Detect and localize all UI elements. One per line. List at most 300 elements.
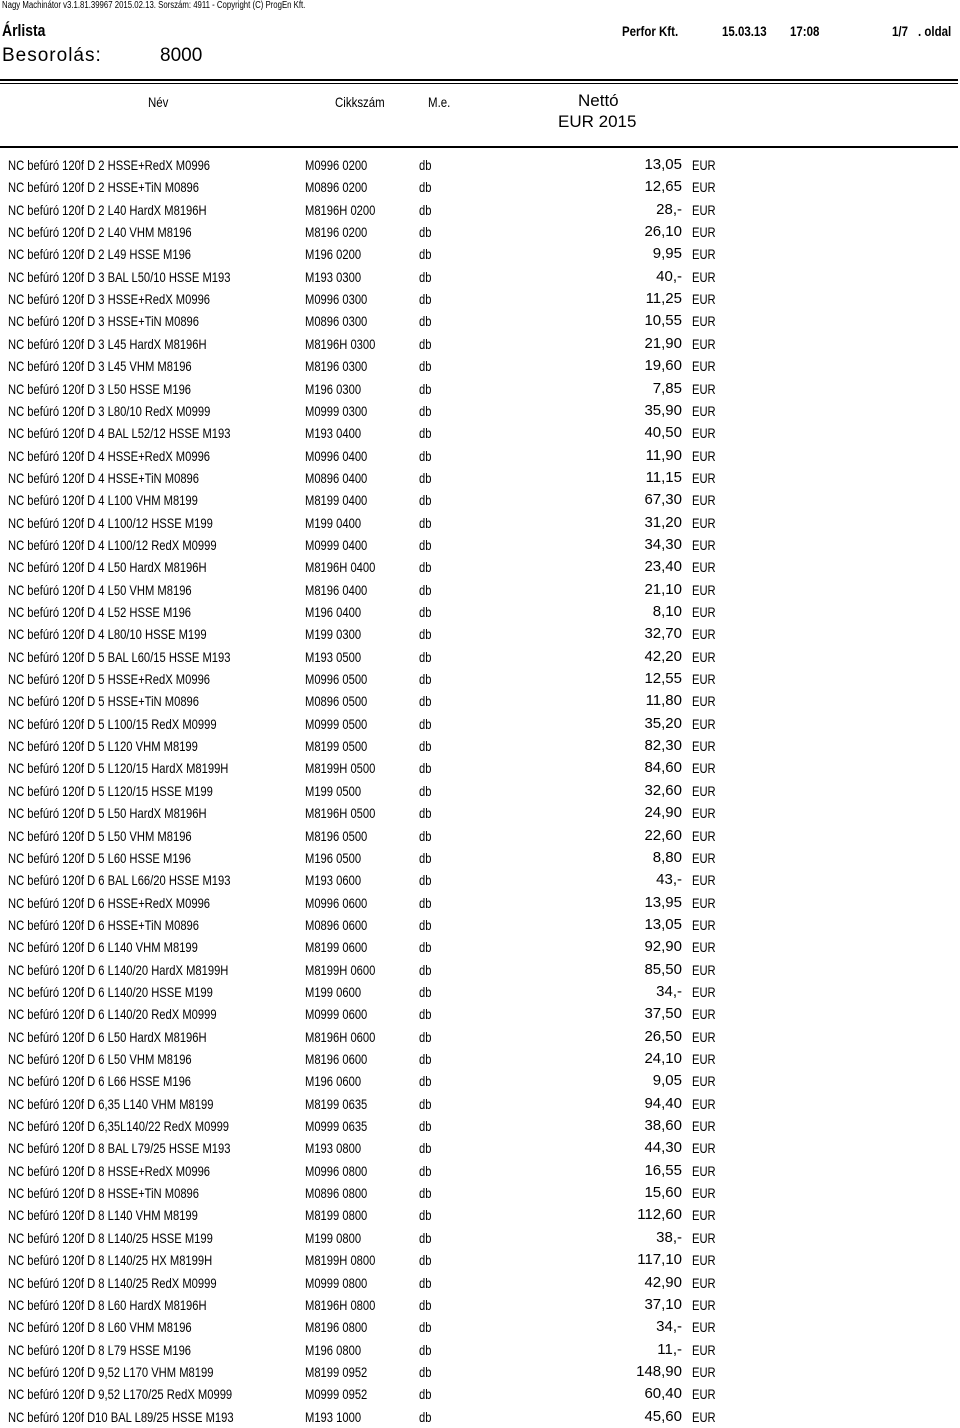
product-code: M8196 0800 — [305, 1319, 368, 1336]
table-row — [0, 713, 960, 735]
column-header-code: Cikkszám — [335, 94, 385, 110]
product-code: M199 0800 — [305, 1229, 362, 1246]
unit-of-measure: db — [419, 671, 432, 688]
product-code: M8199 0600 — [305, 939, 368, 956]
table-row — [0, 1137, 960, 1159]
currency: EUR — [692, 201, 716, 218]
classification-label: Besorolás: — [2, 45, 102, 66]
product-code: M8196H 0600 — [305, 1028, 376, 1045]
product-code: M193 0500 — [305, 648, 362, 665]
net-price: 26,10 — [644, 223, 682, 241]
net-price: 21,10 — [644, 580, 682, 598]
currency: EUR — [692, 358, 716, 375]
product-name: NC befúró 120f D 5 L120/15 HSSE M199 — [8, 782, 213, 799]
net-price: 8,10 — [652, 603, 682, 620]
table-row — [0, 1115, 960, 1137]
currency: EUR — [692, 268, 716, 285]
unit-of-measure: db — [419, 1363, 432, 1380]
product-name: NC befúró 120f D 5 L50 HardX M8196H — [8, 805, 207, 822]
unit-of-measure: db — [419, 894, 432, 911]
currency: EUR — [692, 1118, 716, 1135]
table-row — [0, 556, 960, 578]
currency: EUR — [692, 514, 716, 531]
column-header-unit: M.e. — [428, 94, 451, 110]
product-name: NC befúró 120f D 5 L50 VHM M8196 — [8, 827, 192, 844]
unit-of-measure: db — [419, 358, 432, 375]
product-name: NC befúró 120f D 8 L140 VHM M8199 — [8, 1207, 198, 1224]
product-code: M8199H 0600 — [305, 961, 376, 978]
product-code: M0896 0200 — [305, 179, 368, 196]
product-name: NC befúró 120f D 6 L66 HSSE M196 — [8, 1073, 192, 1090]
currency: EUR — [692, 224, 716, 241]
currency: EUR — [692, 402, 716, 419]
product-code: M8199 0800 — [305, 1207, 368, 1224]
net-price: 7,85 — [652, 379, 682, 397]
table-row — [0, 1272, 960, 1294]
table-row — [0, 959, 960, 981]
product-name: NC befúró 120f D 5 HSSE+RedX M0996 — [8, 671, 211, 688]
product-code: M0896 0400 — [305, 469, 368, 486]
currency: EUR — [692, 1386, 716, 1403]
table-row — [0, 243, 960, 265]
product-name: NC befúró 120f D 2 HSSE+TiN M0896 — [8, 179, 200, 196]
table-row — [0, 1048, 960, 1070]
currency: EUR — [692, 1140, 716, 1157]
net-price: 94,40 — [644, 1094, 682, 1112]
net-price: 40,- — [656, 267, 682, 285]
net-price: 11,80 — [645, 692, 682, 710]
page-number: 1/7 — [892, 23, 908, 39]
currency: EUR — [692, 246, 716, 263]
product-name: NC befúró 120f D 6 L50 VHM M8196 — [8, 1051, 192, 1067]
unit-of-measure: db — [419, 939, 432, 956]
net-price: 117,10 — [637, 1251, 682, 1269]
table-row — [0, 512, 960, 534]
net-price: 31,20 — [644, 513, 682, 531]
net-price: 40,50 — [644, 424, 682, 442]
product-name: NC befúró 120f D 6 L140 VHM M8199 — [8, 939, 198, 956]
product-code: M196 0600 — [305, 1073, 362, 1090]
unit-of-measure: db — [419, 738, 432, 755]
net-price: 42,20 — [644, 647, 682, 665]
unit-of-measure: db — [419, 1006, 432, 1023]
net-price: 12,55 — [644, 670, 682, 688]
product-name: NC befúró 120f D 8 L140/25 HX M8199H — [8, 1252, 213, 1269]
unit-of-measure: db — [419, 1296, 432, 1313]
unit-of-measure: db — [419, 581, 432, 598]
unit-of-measure: db — [419, 559, 432, 576]
unit-of-measure: db — [419, 402, 432, 419]
currency: EUR — [692, 447, 716, 464]
product-name: NC befúró 120f D 4 HSSE+RedX M0996 — [8, 447, 211, 464]
product-name: NC befúró 120f D 9,52 L170 VHM M8199 — [8, 1363, 214, 1380]
product-code: M199 0600 — [305, 983, 362, 1000]
table-row — [0, 668, 960, 690]
unit-of-measure: db — [419, 715, 432, 732]
product-name: NC befúró 120f D 4 HSSE+TiN M0896 — [8, 469, 200, 486]
currency: EUR — [692, 894, 716, 911]
product-code: M0896 0500 — [305, 693, 368, 710]
product-name: NC befúró 120f D 2 HSSE+RedX M0996 — [8, 157, 211, 173]
header-divider-top — [0, 79, 958, 81]
unit-of-measure: db — [419, 380, 432, 397]
currency: EUR — [692, 604, 716, 620]
product-code: M0896 0300 — [305, 313, 368, 330]
net-price: 28,- — [656, 200, 682, 218]
table-row — [0, 333, 960, 355]
product-code: M196 0800 — [305, 1341, 362, 1358]
product-name: NC befúró 120f D 6 HSSE+RedX M0996 — [8, 894, 211, 911]
net-price: 92,90 — [644, 938, 682, 956]
product-name: NC befúró 120f D 4 BAL L52/12 HSSE M193 — [8, 425, 231, 442]
currency: EUR — [692, 157, 716, 173]
unit-of-measure: db — [419, 157, 432, 173]
net-price: 60,40 — [644, 1385, 682, 1403]
unit-of-measure: db — [419, 1252, 432, 1269]
table-row — [0, 623, 960, 645]
product-code: M193 0400 — [305, 425, 362, 442]
unit-of-measure: db — [419, 179, 432, 196]
net-price: 24,90 — [644, 804, 682, 822]
table-row — [0, 1361, 960, 1383]
net-price: 35,90 — [644, 401, 682, 419]
print-date: 15.03.13 — [722, 23, 767, 39]
table-row — [0, 1026, 960, 1048]
currency: EUR — [692, 335, 716, 352]
net-price: 32,70 — [644, 625, 682, 643]
column-header-name: Név — [148, 94, 169, 110]
table-row — [0, 825, 960, 847]
currency: EUR — [692, 380, 716, 397]
net-price: 45,60 — [644, 1407, 682, 1425]
product-code: M0999 0635 — [305, 1118, 368, 1135]
currency: EUR — [692, 179, 716, 196]
net-price: 13,05 — [644, 156, 682, 173]
unit-of-measure: db — [419, 1274, 432, 1291]
table-row — [0, 1383, 960, 1405]
product-code: M8196H 0800 — [305, 1296, 376, 1313]
currency: EUR — [692, 469, 716, 486]
column-header-currency-year: EUR 2015 — [558, 112, 637, 131]
product-name: NC befúró 120f D 2 L40 HardX M8196H — [8, 201, 207, 218]
product-code: M0999 0500 — [305, 715, 368, 732]
net-price: 11,25 — [645, 290, 682, 308]
product-name: NC befúró 120f D 5 HSSE+TiN M0896 — [8, 693, 200, 710]
unit-of-measure: db — [419, 224, 432, 241]
net-price: 10,55 — [644, 312, 682, 330]
unit-of-measure: db — [419, 268, 432, 285]
header-divider-top-thin — [0, 83, 958, 84]
unit-of-measure: db — [419, 1386, 432, 1403]
net-price: 44,30 — [644, 1139, 682, 1157]
column-header-net: Nettó — [578, 91, 619, 110]
product-code: M8196H 0200 — [305, 201, 376, 218]
currency: EUR — [692, 1341, 716, 1358]
product-name: NC befúró 120f D 3 BAL L50/10 HSSE M193 — [8, 268, 231, 285]
product-name: NC befúró 120f D 6,35L140/22 RedX M0999 — [8, 1118, 230, 1135]
currency: EUR — [692, 1028, 716, 1045]
product-name: NC befúró 120f D 4 L100 VHM M8199 — [8, 492, 198, 509]
table-row — [0, 1093, 960, 1115]
product-code: M8199 0635 — [305, 1095, 368, 1112]
net-price: 43,- — [656, 871, 682, 889]
product-code: M0999 0300 — [305, 402, 368, 419]
product-code: M8199 0952 — [305, 1363, 368, 1380]
classification-value: 8000 — [160, 45, 203, 66]
product-code: M0996 0400 — [305, 447, 368, 464]
product-code: M196 0200 — [305, 246, 362, 263]
currency: EUR — [692, 939, 716, 956]
product-name: NC befúró 120f D 4 L100/12 RedX M0999 — [8, 536, 217, 553]
unit-of-measure: db — [419, 1319, 432, 1336]
page-title: Árlista — [2, 21, 46, 40]
currency: EUR — [692, 1229, 716, 1246]
product-name: NC befúró 120f D 6 L140/20 HardX M8199H — [8, 961, 229, 978]
header-divider-bottom — [0, 146, 958, 148]
product-code: M0996 0500 — [305, 671, 368, 688]
net-price: 35,20 — [644, 714, 682, 732]
unit-of-measure: db — [419, 447, 432, 464]
table-row — [0, 355, 960, 377]
table-row — [0, 221, 960, 243]
product-code: M8196 0200 — [305, 224, 368, 241]
currency: EUR — [692, 827, 716, 844]
product-name: NC befúró 120f D 4 L50 VHM M8196 — [8, 581, 192, 598]
table-row — [0, 1294, 960, 1316]
product-code: M0999 0400 — [305, 536, 368, 553]
page-suffix: . oldal — [918, 23, 952, 39]
currency: EUR — [692, 1095, 716, 1112]
product-name: NC befúró 120f D 2 L40 VHM M8196 — [8, 224, 192, 241]
unit-of-measure: db — [419, 313, 432, 330]
unit-of-measure: db — [419, 916, 432, 933]
net-price: 13,05 — [644, 915, 682, 933]
product-code: M193 0300 — [305, 268, 362, 285]
product-name: NC befúró 120f D 6 L140/20 RedX M0999 — [8, 1006, 217, 1023]
unit-of-measure: db — [419, 201, 432, 218]
currency: EUR — [692, 961, 716, 978]
product-name: NC befúró 120f D 3 L45 VHM M8196 — [8, 358, 192, 375]
net-price: 11,15 — [645, 468, 682, 486]
unit-of-measure: db — [419, 1207, 432, 1224]
currency: EUR — [692, 1051, 716, 1067]
table-row — [0, 869, 960, 891]
net-price: 34,- — [656, 1318, 682, 1336]
product-name: NC befúró 120f D 8 HSSE+RedX M0996 — [8, 1162, 211, 1179]
company-name: Perfor Kft. — [622, 23, 679, 39]
net-price: 19,60 — [644, 357, 682, 375]
product-name: NC befúró 120f D 6 L140/20 HSSE M199 — [8, 983, 213, 1000]
table-row — [0, 1070, 960, 1092]
table-row — [0, 489, 960, 511]
unit-of-measure: db — [419, 1118, 432, 1135]
currency: EUR — [692, 1073, 716, 1090]
product-name: NC befúró 120f D 8 L60 HardX M8196H — [8, 1296, 207, 1313]
currency: EUR — [692, 626, 716, 643]
unit-of-measure: db — [419, 246, 432, 263]
table-row — [0, 176, 960, 198]
table-row — [0, 936, 960, 958]
unit-of-measure: db — [419, 1341, 432, 1358]
currency: EUR — [692, 1274, 716, 1291]
table-row — [0, 199, 960, 221]
unit-of-measure: db — [419, 1073, 432, 1090]
product-code: M8199H 0500 — [305, 760, 376, 777]
unit-of-measure: db — [419, 1162, 432, 1179]
unit-of-measure: db — [419, 492, 432, 509]
net-price: 34,- — [656, 982, 682, 1000]
table-row — [0, 1003, 960, 1025]
currency: EUR — [692, 983, 716, 1000]
net-price: 15,60 — [644, 1184, 682, 1202]
unit-of-measure: db — [419, 536, 432, 553]
table-row — [0, 735, 960, 757]
currency: EUR — [692, 1363, 716, 1380]
product-code: M193 1000 — [305, 1408, 362, 1425]
table-row — [0, 847, 960, 869]
product-code: M8199H 0800 — [305, 1252, 376, 1269]
net-price: 112,60 — [637, 1206, 682, 1224]
net-price: 37,10 — [644, 1295, 682, 1313]
product-code: M0996 0300 — [305, 291, 368, 308]
table-row — [0, 288, 960, 310]
unit-of-measure: db — [419, 1028, 432, 1045]
product-code: M0996 0200 — [305, 157, 368, 173]
unit-of-measure: db — [419, 760, 432, 777]
currency: EUR — [692, 536, 716, 553]
currency: EUR — [692, 1319, 716, 1336]
product-name: NC befúró 120f D 5 L120 VHM M8199 — [8, 738, 198, 755]
net-price: 38,60 — [644, 1117, 682, 1135]
product-code: M8196 0600 — [305, 1051, 368, 1067]
product-name: NC befúró 120f D 8 BAL L79/25 HSSE M193 — [8, 1140, 231, 1157]
product-name: NC befúró 120f D 4 L100/12 HSSE M199 — [8, 514, 213, 531]
currency: EUR — [692, 916, 716, 933]
unit-of-measure: db — [419, 693, 432, 710]
product-name: NC befúró 120f D 8 L140/25 HSSE M199 — [8, 1229, 213, 1246]
unit-of-measure: db — [419, 961, 432, 978]
product-code: M8196H 0400 — [305, 559, 376, 576]
unit-of-measure: db — [419, 1051, 432, 1067]
product-name: NC befúró 120f D 5 BAL L60/15 HSSE M193 — [8, 648, 231, 665]
currency: EUR — [692, 849, 716, 866]
product-code: M8199 0500 — [305, 738, 368, 755]
table-row — [0, 981, 960, 1003]
net-price: 11,- — [657, 1340, 682, 1358]
unit-of-measure: db — [419, 827, 432, 844]
unit-of-measure: db — [419, 626, 432, 643]
net-price: 22,60 — [644, 826, 682, 844]
table-row — [0, 1316, 960, 1338]
currency: EUR — [692, 1207, 716, 1224]
product-name: NC befúró 120f D 8 L79 HSSE M196 — [8, 1341, 192, 1358]
unit-of-measure: db — [419, 872, 432, 889]
currency: EUR — [692, 872, 716, 889]
unit-of-measure: db — [419, 291, 432, 308]
currency: EUR — [692, 581, 716, 598]
net-price: 67,30 — [644, 491, 682, 509]
currency: EUR — [692, 760, 716, 777]
product-code: M0999 0600 — [305, 1006, 368, 1023]
net-price: 32,60 — [644, 781, 682, 799]
product-name: NC befúró 120f D 8 L60 VHM M8196 — [8, 1319, 192, 1336]
product-code: M8199 0400 — [305, 492, 368, 509]
currency: EUR — [692, 782, 716, 799]
table-row — [0, 1249, 960, 1271]
unit-of-measure: db — [419, 425, 432, 442]
table-row — [0, 534, 960, 556]
currency: EUR — [692, 492, 716, 509]
product-code: M8196 0500 — [305, 827, 368, 844]
currency: EUR — [692, 559, 716, 576]
product-code: M8196H 0500 — [305, 805, 376, 822]
net-price: 23,40 — [644, 558, 682, 576]
table-row — [0, 422, 960, 444]
table-row — [0, 310, 960, 332]
net-price: 26,50 — [644, 1027, 682, 1045]
product-code: M199 0500 — [305, 782, 362, 799]
net-price: 24,10 — [644, 1050, 682, 1067]
product-name: NC befúró 120f D 2 L49 HSSE M196 — [8, 246, 192, 263]
product-code: M0999 0800 — [305, 1274, 368, 1291]
table-row — [0, 266, 960, 288]
table-row — [0, 1204, 960, 1226]
unit-of-measure: db — [419, 335, 432, 352]
net-price: 84,60 — [644, 759, 682, 777]
product-code: M0896 0600 — [305, 916, 368, 933]
product-name: NC befúró 120f D 4 L50 HardX M8196H — [8, 559, 207, 576]
product-name: NC befúró 120f D 4 L52 HSSE M196 — [8, 604, 192, 620]
currency: EUR — [692, 1162, 716, 1179]
product-code: M0999 0952 — [305, 1386, 368, 1403]
product-code: M8196 0400 — [305, 581, 368, 598]
product-code: M193 0800 — [305, 1140, 362, 1157]
unit-of-measure: db — [419, 1140, 432, 1157]
unit-of-measure: db — [419, 469, 432, 486]
product-name: NC befúró 120f D 8 L140/25 RedX M0999 — [8, 1274, 217, 1291]
unit-of-measure: db — [419, 849, 432, 866]
currency: EUR — [692, 671, 716, 688]
net-price: 13,95 — [644, 893, 682, 911]
currency: EUR — [692, 291, 716, 308]
table-row — [0, 892, 960, 914]
unit-of-measure: db — [419, 1185, 432, 1202]
product-code: M199 0300 — [305, 626, 362, 643]
product-name: NC befúró 120f D 3 L50 HSSE M196 — [8, 380, 192, 397]
net-price: 148,90 — [636, 1362, 682, 1380]
net-price: 9,95 — [652, 245, 682, 263]
product-name: NC befúró 120f D10 BAL L89/25 HSSE M193 — [8, 1408, 234, 1425]
unit-of-measure: db — [419, 1408, 432, 1425]
table-row — [0, 1182, 960, 1204]
table-row — [0, 802, 960, 824]
net-price: 8,80 — [652, 848, 682, 866]
net-price: 21,90 — [644, 334, 682, 352]
currency: EUR — [692, 805, 716, 822]
table-row — [0, 1339, 960, 1361]
product-name: NC befúró 120f D 4 L80/10 HSSE M199 — [8, 626, 207, 643]
product-name: NC befúró 120f D 8 HSSE+TiN M0896 — [8, 1185, 200, 1202]
product-code: M196 0300 — [305, 380, 362, 397]
product-name: NC befúró 120f D 6 BAL L66/20 HSSE M193 — [8, 872, 231, 889]
net-price: 11,90 — [645, 446, 682, 464]
product-name: NC befúró 120f D 9,52 L170/25 RedX M0999 — [8, 1386, 233, 1403]
unit-of-measure: db — [419, 1229, 432, 1246]
currency: EUR — [692, 313, 716, 330]
table-row — [0, 780, 960, 802]
net-price: 82,30 — [644, 737, 682, 755]
currency: EUR — [692, 648, 716, 665]
